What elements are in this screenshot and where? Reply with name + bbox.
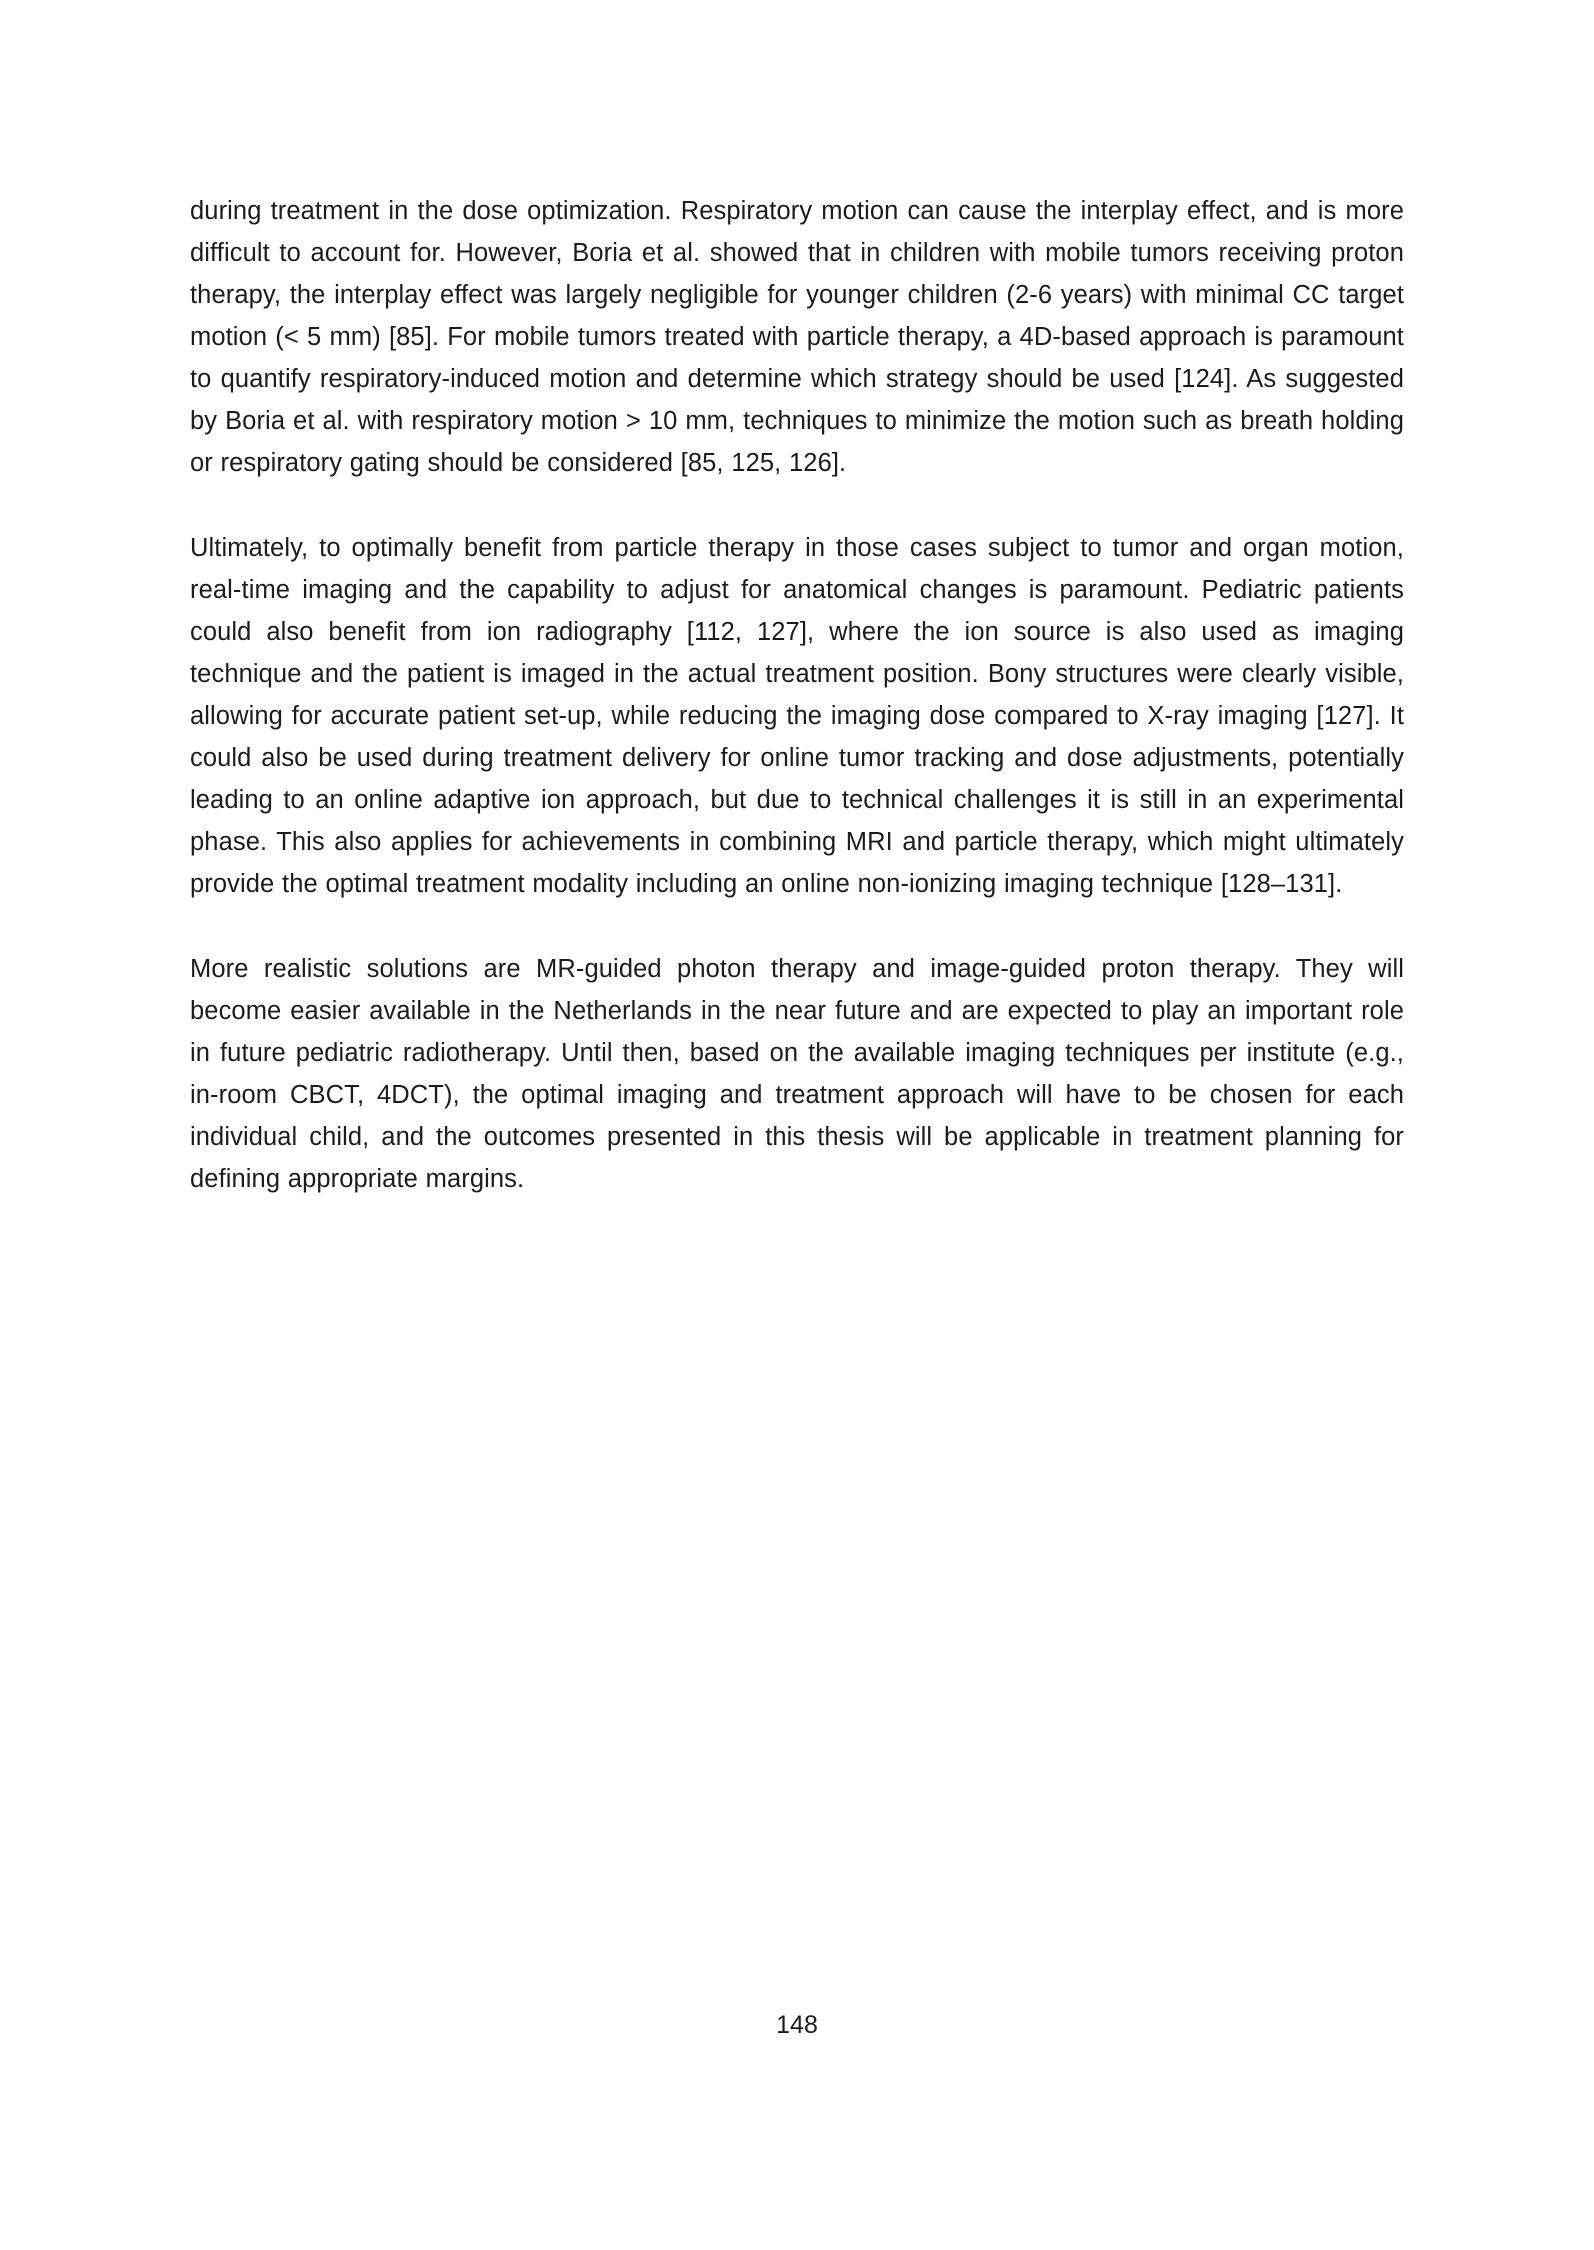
paragraph-respiratory-motion: during treatment in the dose optimization. Respiratory motion can cause the interplay effect, and is more difficult to account for. However, Boria et al. showed that in children with mobile tumors receiving proton therapy, the interplay effect was largely negligible for younger children (2-6 years) with minimal CC target motion (< 5 mm) [85]. For mobile tumors treated with particle therapy, a 4D-based approach is paramount to quantify respiratory-induced motion and determine which strategy should be used [124]. As suggested by Boria et al. with respiratory motion > 10 mm, techniques to minimize the motion such as breath holding or respiratory gating should be considered [85, 125, 126]. bbox=[190, 197, 1404, 477]
body-text bbox=[190, 190, 1404, 1243]
paragraph-particle-therapy-imaging: Ultimately, to optimally benefit from particle therapy in those cases subject to tumor and organ motion, real-time imaging and the capability to adjust for anatomical changes is paramount. Pediatric patients could also benefit from ion radiography [112, 127], where the ion source is also used as imaging technique and the patient is imaged in the actual treatment position. Bony structures were clearly visible, allowing for accurate patient set-up, while reducing the imaging dose compared to X-ray imaging [127]. It could also be used during treatment delivery for online tumor tracking and dose adjustments, potentially leading to an online adaptive ion approach, but due to technical challenges it is still in an experimental phase. This also applies for achievements in combining MRI and particle therapy, which might ultimately provide the optimal treatment modality including an online non-ionizing imaging technique [128–131]. bbox=[190, 534, 1404, 898]
paragraph-realistic-solutions: More realistic solutions are MR-guided photon therapy and image-guided proton therapy. They will become easier available in the Netherlands in the near future and are expected to play an important role in future pediatric radiotherapy. Until then, based on the available imaging techniques per institute (e.g., in-room CBCT, 4DCT), the optimal imaging and treatment approach will have to be chosen for each individual child, and the outcomes presented in this thesis will be applicable in treatment planning for defining appropriate margins. bbox=[190, 955, 1404, 1193]
page-number: 148 bbox=[776, 2011, 818, 2039]
